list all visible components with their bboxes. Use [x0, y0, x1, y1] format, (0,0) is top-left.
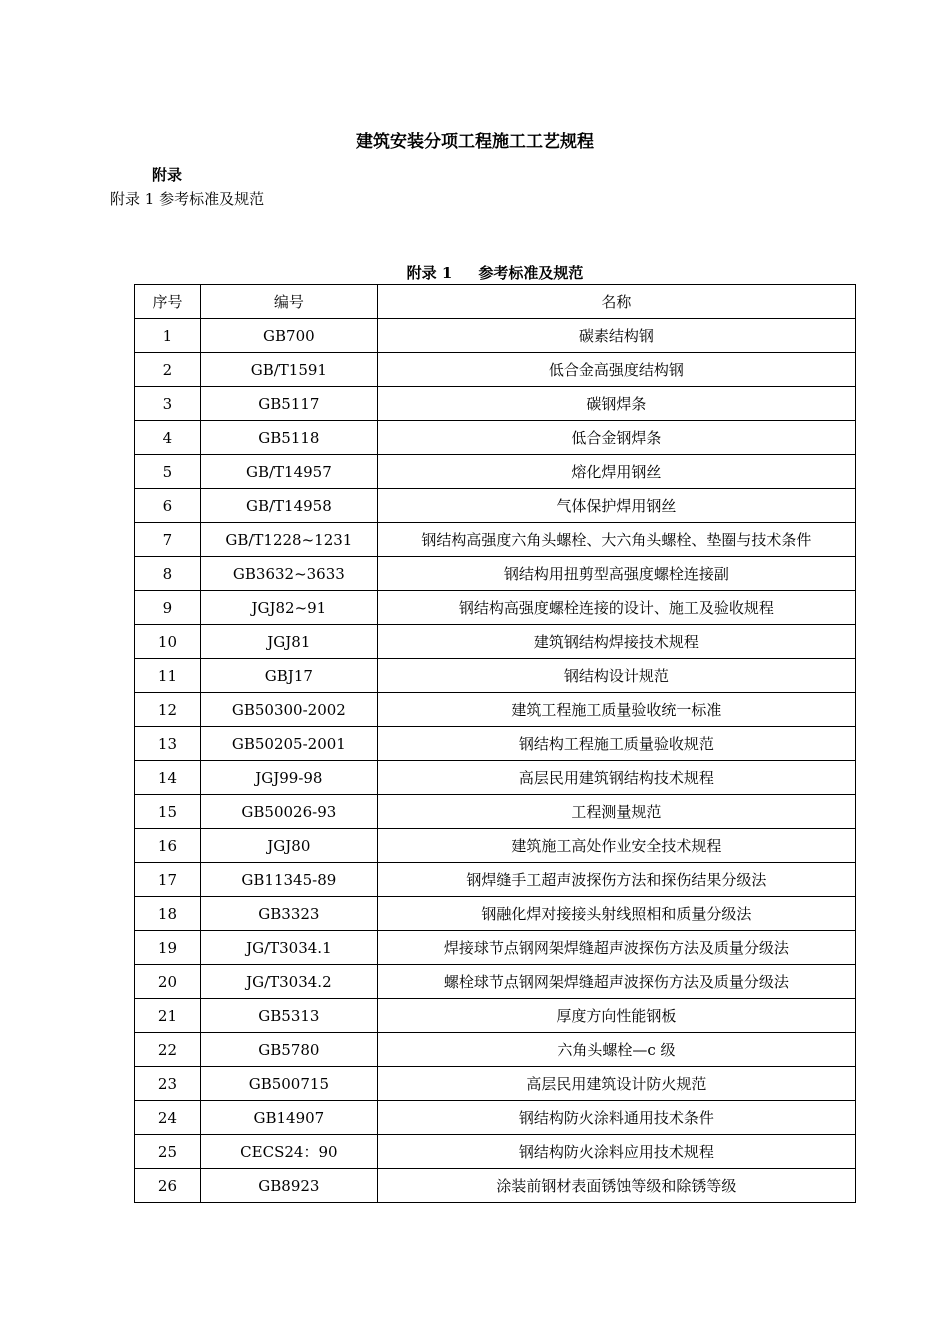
row-name: 六角头螺栓—c 级 — [377, 1033, 855, 1067]
table-caption: 附录 1 参考标准及规范 — [406, 264, 584, 282]
row-code: JG/T3034.2 — [200, 965, 377, 999]
row-name: 碳钢焊条 — [377, 387, 855, 421]
table-row — [135, 727, 856, 761]
table-row — [135, 931, 856, 965]
table-row — [135, 591, 856, 625]
table-row — [135, 387, 856, 421]
row-index: 3 — [135, 387, 201, 421]
row-code: JGJ82~91 — [200, 591, 377, 625]
row-name: 钢结构高强度六角头螺栓、大六角头螺栓、垫圈与技术条件 — [377, 523, 855, 557]
row-code: GB50026-93 — [200, 795, 377, 829]
row-name: 钢结构防火涂料通用技术条件 — [377, 1101, 855, 1135]
table-row — [135, 1033, 856, 1067]
row-code: GB14907 — [200, 1101, 377, 1135]
row-name: 碳素结构钢 — [377, 319, 855, 353]
header-code: 编号 — [200, 285, 377, 319]
row-index: 25 — [135, 1135, 201, 1169]
table-row — [135, 353, 856, 387]
row-code: JGJ81 — [200, 625, 377, 659]
row-index: 5 — [135, 455, 201, 489]
row-index: 6 — [135, 489, 201, 523]
table-row — [135, 319, 856, 353]
table-row — [135, 693, 856, 727]
table-row — [135, 761, 856, 795]
row-code: CECS24：90 — [200, 1135, 377, 1169]
table-row — [135, 523, 856, 557]
row-code: JG/T3034.1 — [200, 931, 377, 965]
table-row — [135, 1101, 856, 1135]
row-index: 10 — [135, 625, 201, 659]
row-index: 12 — [135, 693, 201, 727]
row-name: 螺栓球节点钢网架焊缝超声波探伤方法及质量分级法 — [377, 965, 855, 999]
row-name: 钢结构高强度螺栓连接的设计、施工及验收规程 — [377, 591, 855, 625]
appendix-heading: 附录 — [152, 166, 183, 184]
row-name: 低合金钢焊条 — [377, 421, 855, 455]
row-code: GB50205-2001 — [200, 727, 377, 761]
table-row — [135, 897, 856, 931]
row-code: GB50300-2002 — [200, 693, 377, 727]
header-index: 序号 — [135, 285, 201, 319]
row-code: JGJ80 — [200, 829, 377, 863]
table-row — [135, 1169, 856, 1203]
row-code: GB5118 — [200, 421, 377, 455]
row-index: 16 — [135, 829, 201, 863]
row-code: GB/T14958 — [200, 489, 377, 523]
row-index: 2 — [135, 353, 201, 387]
row-name: 熔化焊用钢丝 — [377, 455, 855, 489]
table-row — [135, 829, 856, 863]
row-index: 20 — [135, 965, 201, 999]
table-row — [135, 659, 856, 693]
row-index: 7 — [135, 523, 201, 557]
row-index: 24 — [135, 1101, 201, 1135]
row-name: 钢结构工程施工质量验收规范 — [377, 727, 855, 761]
row-name: 低合金高强度结构钢 — [377, 353, 855, 387]
row-index: 23 — [135, 1067, 201, 1101]
row-index: 26 — [135, 1169, 201, 1203]
row-name: 高层民用建筑设计防火规范 — [377, 1067, 855, 1101]
row-index: 4 — [135, 421, 201, 455]
table-body — [135, 319, 856, 1203]
row-index: 9 — [135, 591, 201, 625]
row-code: GB5313 — [200, 999, 377, 1033]
table-header-row — [135, 285, 856, 319]
row-name: 工程测量规范 — [377, 795, 855, 829]
document-title: 建筑安装分项工程施工工艺规程 — [356, 132, 594, 152]
row-code: GB/T1228~1231 — [200, 523, 377, 557]
row-index: 17 — [135, 863, 201, 897]
row-index: 11 — [135, 659, 201, 693]
row-code: GB3323 — [200, 897, 377, 931]
row-code: GB/T14957 — [200, 455, 377, 489]
standards-table — [134, 284, 856, 1203]
row-code: GB3632~3633 — [200, 557, 377, 591]
row-name: 厚度方向性能钢板 — [377, 999, 855, 1033]
row-index: 21 — [135, 999, 201, 1033]
row-name: 涂装前钢材表面锈蚀等级和除锈等级 — [377, 1169, 855, 1203]
row-index: 13 — [135, 727, 201, 761]
table-row — [135, 1135, 856, 1169]
row-name: 钢结构设计规范 — [377, 659, 855, 693]
row-code: GBJ17 — [200, 659, 377, 693]
row-name: 气体保护焊用钢丝 — [377, 489, 855, 523]
row-index: 22 — [135, 1033, 201, 1067]
row-index: 8 — [135, 557, 201, 591]
row-code: JGJ99-98 — [200, 761, 377, 795]
row-index: 19 — [135, 931, 201, 965]
table-row — [135, 795, 856, 829]
row-name: 钢融化焊对接接头射线照相和质量分级法 — [377, 897, 855, 931]
row-code: GB500715 — [200, 1067, 377, 1101]
row-name: 建筑工程施工质量验收统一标准 — [377, 693, 855, 727]
row-index: 14 — [135, 761, 201, 795]
appendix-subtitle: 附录 1 参考标准及规范 — [110, 190, 265, 208]
row-index: 1 — [135, 319, 201, 353]
table-row — [135, 455, 856, 489]
table-row — [135, 965, 856, 999]
row-name: 建筑施工高处作业安全技术规程 — [377, 829, 855, 863]
table-row — [135, 489, 856, 523]
row-code: GB/T1591 — [200, 353, 377, 387]
table-row — [135, 625, 856, 659]
row-name: 钢焊缝手工超声波探伤方法和探伤结果分级法 — [377, 863, 855, 897]
row-name: 建筑钢结构焊接技术规程 — [377, 625, 855, 659]
row-index: 15 — [135, 795, 201, 829]
row-code: GB5117 — [200, 387, 377, 421]
table-row — [135, 421, 856, 455]
row-name: 高层民用建筑钢结构技术规程 — [377, 761, 855, 795]
row-code: GB5780 — [200, 1033, 377, 1067]
row-code: GB11345-89 — [200, 863, 377, 897]
row-code: GB700 — [200, 319, 377, 353]
table-row — [135, 557, 856, 591]
row-name: 钢结构用扭剪型高强度螺栓连接副 — [377, 557, 855, 591]
row-name: 焊接球节点钢网架焊缝超声波探伤方法及质量分级法 — [377, 931, 855, 965]
row-index: 18 — [135, 897, 201, 931]
row-name: 钢结构防火涂料应用技术规程 — [377, 1135, 855, 1169]
table-row — [135, 1067, 856, 1101]
row-code: GB8923 — [200, 1169, 377, 1203]
table-row — [135, 999, 856, 1033]
table-row — [135, 863, 856, 897]
header-name: 名称 — [377, 285, 855, 319]
